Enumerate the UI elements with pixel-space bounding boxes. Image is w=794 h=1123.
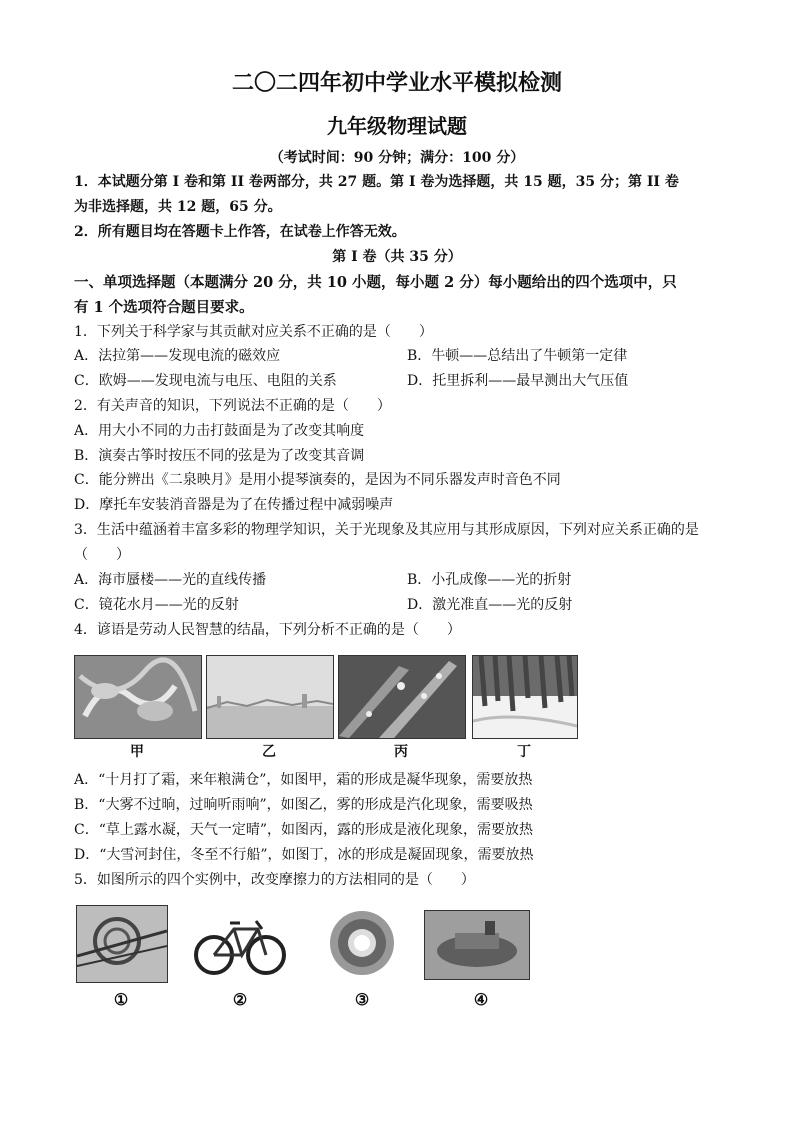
q3-stem-line-1: 3．生活中蕴涵着丰富多彩的物理学知识，关于光现象及其应用与其形成原因，下列对应关系正确的是 <box>74 522 699 538</box>
q3-option-a: A．海市蜃楼——光的直线传播 <box>74 572 267 588</box>
q2-option-d: D．摩托车安装消音器是为了在传播过程中减弱噪声 <box>74 497 394 513</box>
q1-option-b: B．牛顿——总结出了牛顿第一定律 <box>407 348 628 364</box>
caption-yi: 乙 <box>262 744 276 760</box>
q3-stem-line-2: （ ） <box>74 547 130 563</box>
caption-jia: 甲 <box>130 744 144 760</box>
instruction-line-3: 2．所有题目均在答题卡上作答，在试卷上作答无效。 <box>74 224 406 240</box>
label-2: ② <box>232 990 248 1009</box>
gear-chain-photo <box>76 905 168 983</box>
hovercraft-photo <box>424 910 530 980</box>
q4-option-d: D．“大雪河封住，冬至不行船”，如图丁，冰的形成是凝固现象，需要放热 <box>74 847 534 863</box>
section-heading-line-1: 一、单项选择题（本题满分 20 分，共 10 小题，每小题 2 分）每小题给出的四个选项中，只 <box>74 274 677 291</box>
q2-option-a: A．用大小不同的力击打鼓面是为了改变其响度 <box>74 423 365 439</box>
q4-option-c: C．“草上露水凝，天气一定晴”，如图丙，露的形成是液化现象，需要放热 <box>74 822 534 838</box>
q4-option-a: A．“十月打了霜，来年粮满仓”，如图甲，霜的形成是凝华现象，需要放热 <box>74 772 533 788</box>
instruction-line-1: 1．本试题分第 I 卷和第 II 卷两部分，共 27 题。第 I 卷为选择题，共 15 题，35 分；第 II 卷 <box>74 174 679 190</box>
page-subtitle: 九年级物理试题 <box>327 114 467 138</box>
q3-option-d: D．激光准直——光的反射 <box>407 597 573 613</box>
q1-option-c: C．欧姆——发现电流与电压、电阻的关系 <box>74 373 337 389</box>
ice-photo <box>472 655 578 739</box>
label-3: ③ <box>354 990 370 1009</box>
q1-stem: 1．下列关于科学家与其贡献对应关系不正确的是（ ） <box>74 324 433 340</box>
bicycle-photo <box>192 905 288 981</box>
instruction-line-2: 为非选择题，共 12 题，65 分。 <box>74 199 282 215</box>
q3-option-c: C．镜花水月——光的反射 <box>74 597 239 613</box>
frost-photo <box>74 655 202 739</box>
caption-bing: 丙 <box>394 744 408 760</box>
exam-info: （考试时间：90 分钟；满分：100 分） <box>269 150 525 166</box>
bearing-photo <box>322 905 402 981</box>
section-heading-line-2: 有 1 个选项符合题目要求。 <box>74 299 254 316</box>
q1-option-d: D．托里拆利——最早测出大气压值 <box>407 373 629 389</box>
q3-option-b: B．小孔成像——光的折射 <box>407 572 572 588</box>
dew-photo <box>338 655 466 739</box>
q5-stem: 5．如图所示的四个实例中，改变摩擦力的方法相同的是（ ） <box>74 872 475 888</box>
q4-stem: 4．谚语是劳动人民智慧的结晶，下列分析不正确的是（ ） <box>74 622 461 638</box>
fog-photo <box>206 655 334 739</box>
q2-stem: 2．有关声音的知识，下列说法不正确的是（ ） <box>74 398 391 414</box>
page-title: 二〇二四年初中学业水平模拟检测 <box>231 70 562 96</box>
label-1: ① <box>113 990 129 1009</box>
q2-option-b: B．演奏古筝时按压不同的弦是为了改变其音调 <box>74 448 365 464</box>
q1-option-a: A．法拉第——发现电流的磁效应 <box>74 348 281 364</box>
q2-option-c: C．能分辨出《二泉映月》是用小提琴演奏的，是因为不同乐器发声时音色不同 <box>74 472 561 488</box>
label-4: ④ <box>473 990 489 1009</box>
q4-option-b: B．“大雾不过晌，过晌听雨响”，如图乙，雾的形成是汽化现象，需要吸热 <box>74 797 533 813</box>
caption-ding: 丁 <box>517 744 531 760</box>
section-title: 第 I 卷（共 35 分） <box>332 249 462 265</box>
